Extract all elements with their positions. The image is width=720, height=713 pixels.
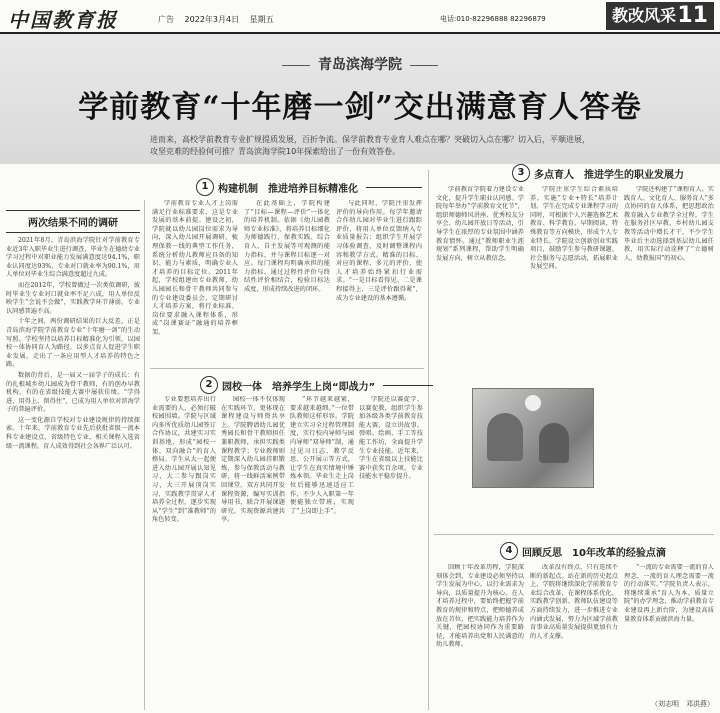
- section-title: 构建机制 推进培养目标精准化: [218, 183, 358, 195]
- section-4-column: [530, 564, 618, 708]
- section-2-column: [221, 396, 285, 708]
- section-3-column: [530, 186, 618, 382]
- article-paragraph: 在此基础上，学院构建了“目标—课程—评价”一体化的培养机制。依据《幼儿园教师专业标准》，将培养目标细化为师德践行、保教实践、综合育人、自主发展等可观测的能力指标，并与课程目标逐一对应。每门课程均明确承担的能力指标，通过过程性评价与终结性评价相结合，检验目标达成度，形成持续改进的闭环。: [244, 200, 330, 293]
- organization-name: 青岛滨海学院: [0, 54, 720, 74]
- section-title: 回顾反思 10年改革的经验点滴: [522, 547, 666, 559]
- section-title: 园校一体 培养学生上岗“即战力”: [222, 381, 376, 393]
- section-number: 2: [200, 376, 218, 394]
- section-1-column: [152, 200, 238, 362]
- section-2-column: [152, 396, 216, 708]
- section-4-heading: [500, 542, 666, 560]
- article-paragraph: 学前教育专业人才上岗需满足行业标准要求，这是专业发展的基本前提。建设之初，学院就以幼儿园岗位需求为导向，深入幼儿园开展调研，梳理保教一线的典型工作任务，系统分析幼儿教师应具备的知识、能力与素质，明确专业人才培养的目标定位。2011年起，学校组建由专业教师、幼儿园园长和骨干教师共同参与的专业建设委员会，定期研讨人才培养方案，将行业标准、岗位要求融入课程体系，形成“岗课赛证”融通的培养框架。: [152, 200, 238, 336]
- article-paragraph: 回顾十年改革历程，学院深刻体会到，专业建设必须坚持以学生发展为中心，以行业需求为导向，以质量提升为核心。在人才培养过程中，要始终把握学前教育的规律和特点，把师德养成放在首位，把实践能力培养作为关键，把园校协同作为重要路径，才能培养出党和人民满意的幼儿教师。: [436, 564, 524, 649]
- section-1-column: [336, 200, 422, 362]
- article-paragraph: 学院还构建了“课程育人、实践育人、文化育人、服务育人”多点协同的育人体系，把思想政治教育融入专业教学全过程。学生在服务社区早教、乡村幼儿园支教等活动中增长才干，不少学生毕业后主动选择到基层幼儿园任教，用实际行动诠释了“立德树人、幼教报国”的初心。: [624, 186, 714, 262]
- newspaper-logo: 中国教育报: [8, 8, 118, 32]
- sidebar-paragraph: 2021年8月，青岛滨海学院针对学前教育专业近3年入职毕业生进行调查，毕业生在德幼专业学习过程中对职业能力发展满意度达94.1%，职业认同度达93%，专业对口就业率为90.1%，用人单位对毕业生综合满意度超过九成。: [6, 237, 140, 279]
- article-paragraph: 改革没有终点，只有连续不断的新起点。站在新的历史起点上，学院将继续深化学前教育专业综合改革，在课程体系优化、实践教学创新、教师队伍建设等方面持续发力，进一步推进专业内涵式发展，努力为区域学前教育事业高质量发展提供更加有力的人才支撑。: [530, 564, 618, 640]
- classroom-photo: [472, 388, 594, 488]
- section-2-column: [290, 396, 354, 708]
- section-2-heading: [200, 376, 433, 394]
- issue-weekday: 星期五: [249, 15, 274, 24]
- section-3-column: [624, 186, 714, 528]
- section-number: 3: [512, 164, 530, 182]
- article-lede: 进而来，高校学前教育专业扩规提质发展，百折争流。保学前教育专业育人难点在哪？突破切入点在哪？切入后，平顺进展，攻坚克难的经验何可推？青岛滨海学院10年探索给出了一份有效答卷。: [150, 135, 590, 156]
- column-divider: [144, 200, 145, 710]
- issue-date: 2022年3月4日: [184, 15, 240, 24]
- section-divider: [150, 368, 424, 369]
- contact-phone: 电话:010-82296888 82296879: [440, 15, 546, 23]
- ad-label: 广告: [158, 15, 174, 24]
- sidebar-story: [6, 210, 140, 710]
- sidebar-title: 两次结果不同的调研: [6, 210, 140, 233]
- section-4-column: [624, 564, 714, 694]
- article-paragraph: “环节越来越紧，要求越来越细。”一位带队教师这样形容。学院建立实习全过程管理制度，实行校内导师与园内导师“双导师”制，通过见习日志、教学反思、公开展示等方式，让学生在真实情境中锤炼本领。毕业生走上岗位后能够迅速适应工作，不少人入职第一年便能独立带班，实现了“上岗即上手”。: [290, 396, 354, 515]
- issue-meta: [158, 14, 282, 25]
- page-number: 11: [677, 3, 708, 28]
- article-title: 学前教育“十年磨一剑”交出满意育人答卷: [78, 90, 642, 125]
- section-1-column: [244, 200, 330, 362]
- section-number: 4: [500, 542, 518, 560]
- sidebar-body: [6, 237, 140, 451]
- article-header: [0, 34, 720, 164]
- section-banner: [606, 2, 714, 30]
- sidebar-paragraph: 十年之间，两份调研结果的巨大反差，正是青岛滨海学院学前教育专业“十年磨一剑”的生动写照。学校坚持以培养目标精准化为引领，以园校一体协同育人为路径，以多点育人促进学生职业发展，走出了一条应用型人才培养的特色之路。: [6, 318, 140, 369]
- article-paragraph: 学前教育学院着力建设专业文化，提升学生职业认同感。学院每年举办“学前教育文化节”，组织师德师风讲座、优秀校友分享会、幼儿园开放日等活动，引导学生在浓厚的专业氛围中涵养教育情怀。通过“教师职业生涯规划”系列课程，帮助学生明确发展方向，树立从教信念。: [436, 186, 524, 262]
- sidebar-paragraph: 这一变化源自学校对专业建设规律的持续探索。十年来，学前教育专业先后获批省级一流本科专业建设点、省级特色专业，相关课程入选省级一流课程，育人成效得到社会各界广泛认可。: [6, 416, 140, 450]
- sidebar-paragraph: 而在2012年，学校曾做过一次类似调研，彼时毕业生专业对口就业率不足六成，用人单位反映学生“会说不会做”，实践教学环节薄弱，专业认同感普遍不高。: [6, 281, 140, 315]
- byline: （刘志明 邓洪燕）: [651, 700, 714, 708]
- masthead: [0, 0, 720, 34]
- article-paragraph: 专业要想培养出行业需要的人，必须打破校园围墙。学院与区域内多所优质幼儿园签订合作协议，共建实习实训基地，形成“园校一体、双向融合”的育人格局。学生从大一起便进入幼儿园开展认知见习，大二参与跟岗实习，大三开展顶岗实习，实践教学贯穿人才培养全过程，逐步实现从“学生”到“准教师”的角色转变。: [152, 396, 216, 524]
- section-title: 多点育人 推进学生的职业发展力: [534, 169, 684, 181]
- section-number: 1: [196, 178, 214, 196]
- article-paragraph: 园校一体不仅体现在实践环节，更体现在课程建设与师资共享上。学院聘请幼儿园优秀园长和骨干教师担任兼职教师，承担实践类课程教学；专业教师则定期深入幼儿园挂职锻炼，参与保教活动与教研，将一线鲜活案例带回课堂。双方共同开发课程资源，编写实训指导用书，联合开展课题研究，实现资源共建共享。: [221, 396, 285, 524]
- section-4-column: [436, 564, 524, 708]
- column-divider: [428, 170, 429, 710]
- section-3-heading: [512, 164, 684, 182]
- heading-rule: [366, 187, 422, 188]
- article-paragraph: 学院还以赛促学、以赛促教，组织学生参加各级各类学前教育技能大赛，设立讲故事、弹唱、绘画、手工等技能工作坊，全面提升学生专业技能。近年来，学生在省级以上技能比赛中获奖百余项，专业技能水平稳步提升。: [359, 396, 423, 481]
- section-2-column: [359, 396, 423, 708]
- article-paragraph: 学院注重学生综合素质培养，实施“专业+特长”培养计划。学生在完成专业课程学习的同时，可根据个人兴趣选修艺术教育、科学教育、早期阅读、特殊教育等方向模块，形成个人专业特长。学院设立创新创业实践项目，鼓励学生参与教研课题、社会服务与志愿活动，拓展职业发展空间。: [530, 186, 618, 271]
- section-name: 教改风采: [612, 6, 677, 25]
- light-icon: [525, 395, 541, 411]
- section-divider: [434, 534, 714, 535]
- article-paragraph: 与此同时，学院注重发挥评价的导向作用。每学年邀请合作幼儿园对毕业生进行跟踪评价，将用人单位反馈纳入专业质量报告；组织学生开展学习体验调查，及时调整课程内容和教学方式。精准的目标、对应的课程、多元的评价，使人才培养始终紧扣行业需求。“一是目标看得见、二是课程接得上、三是评价跟得紧”，成为专业建设的基本遵循。: [336, 200, 422, 302]
- article-paragraph: “一流的专业需要一流的育人理念，一流的育人理念需要一流的行动落实。”学院负责人表示，将继续秉承“育人为本、质量立院”的办学理念，推动学前教育专业建设再上新台阶，为建设高质量教育体系贡献滨海力量。: [624, 564, 714, 623]
- sidebar-paragraph: 数据的背后，是一届又一届学子的成长：有的扎根城乡幼儿园成为骨干教师，有的创办早教机构，有的在省级技能大赛中屡获佳绩。“学得进、用得上、留得住”，已成为用人单位对滨海学子的普遍评价。: [6, 371, 140, 414]
- heading-rule: [383, 385, 433, 386]
- section-1-heading: [196, 178, 422, 196]
